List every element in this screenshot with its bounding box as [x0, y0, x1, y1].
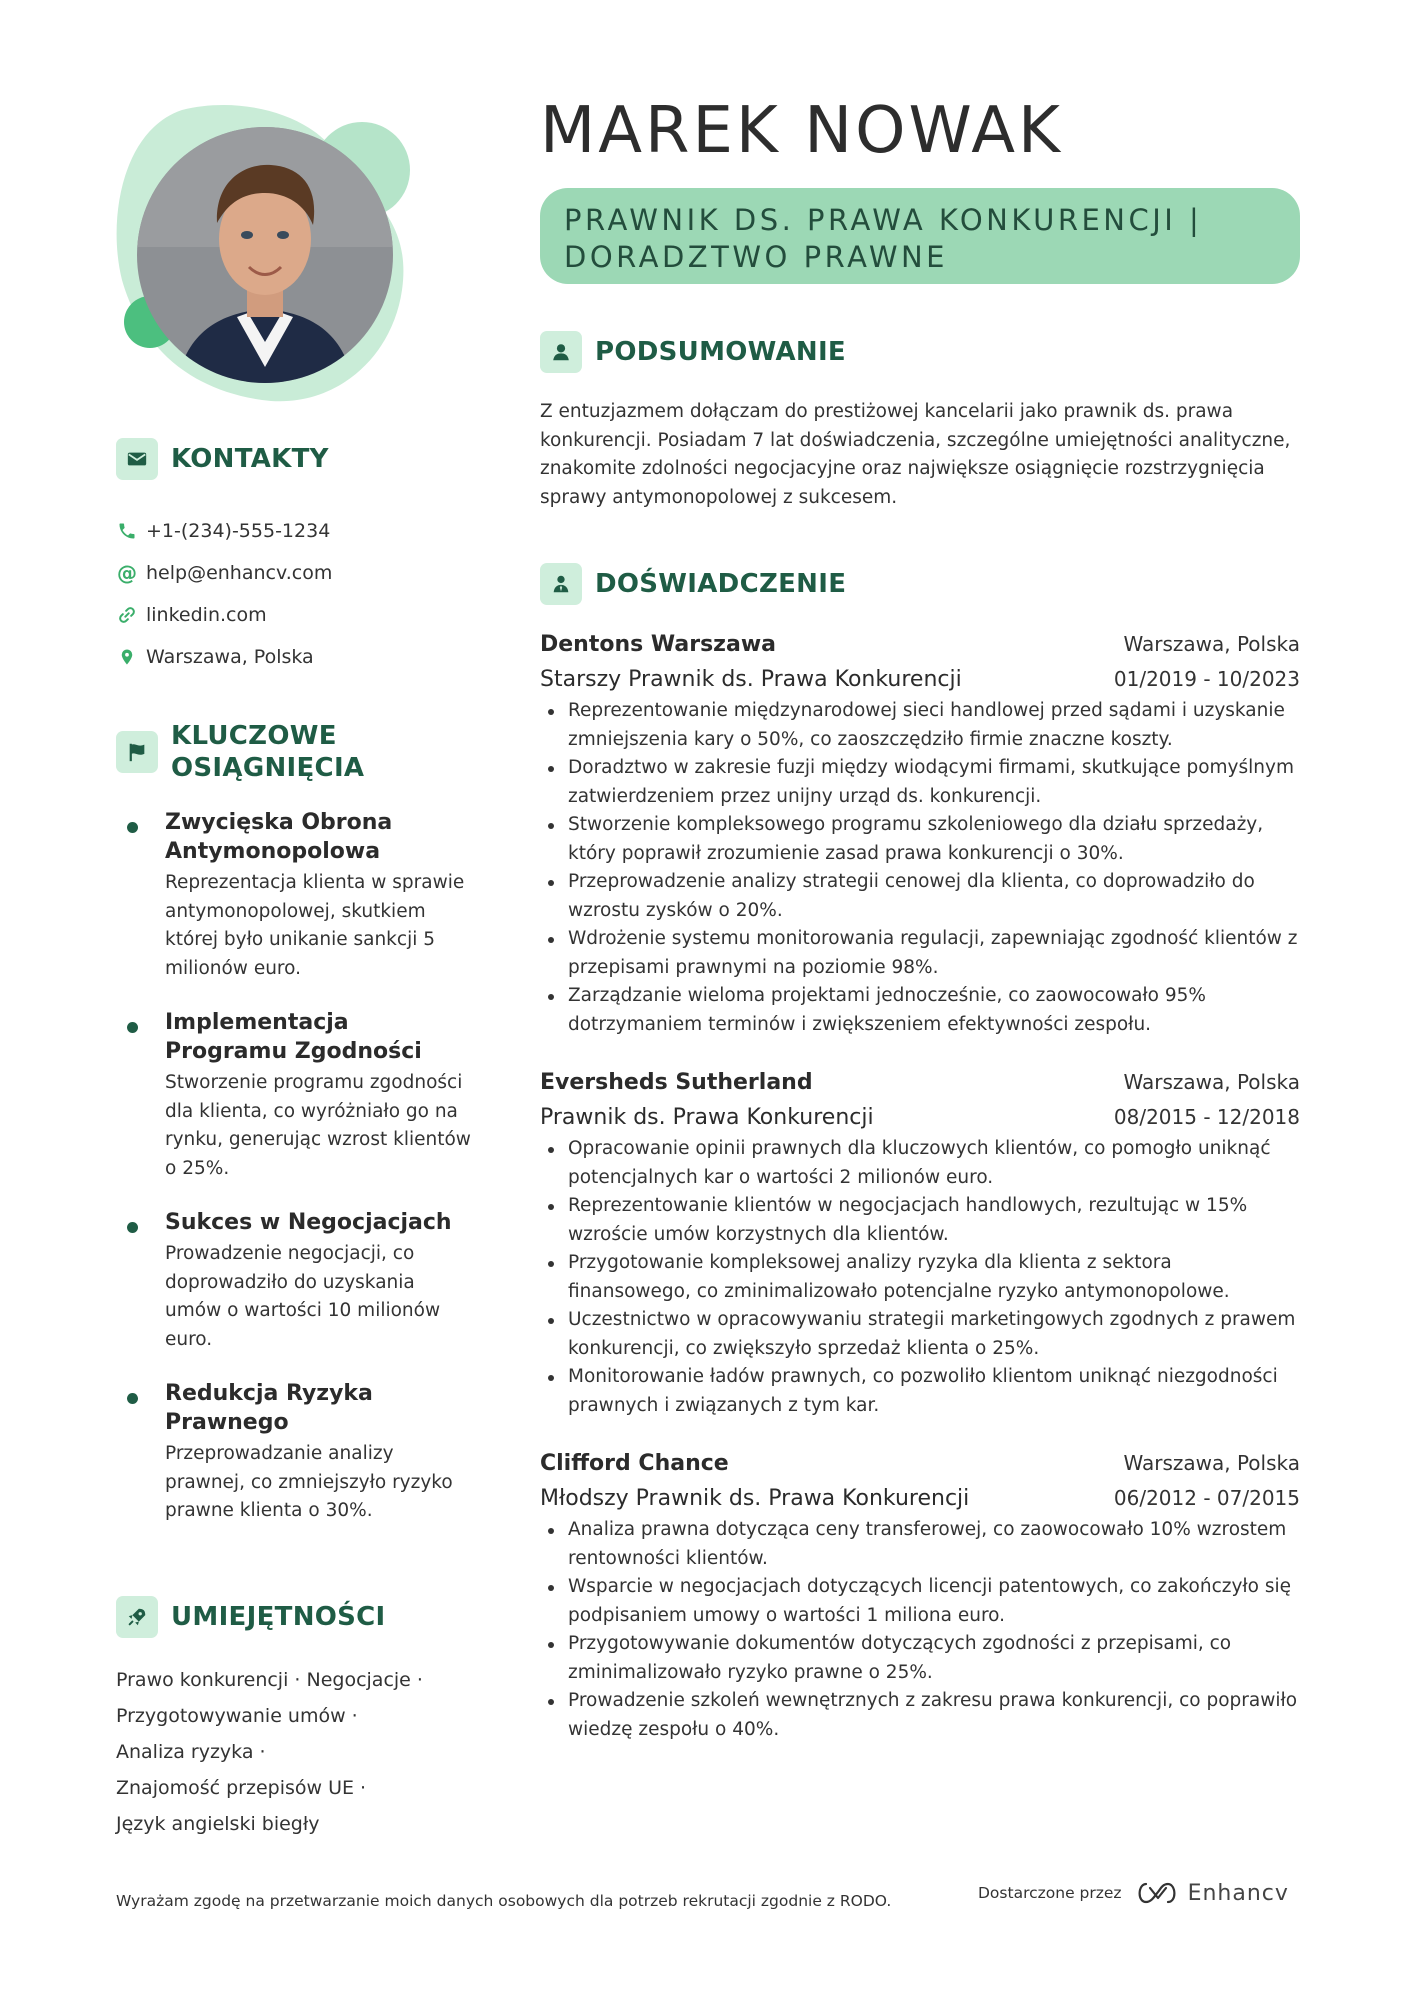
profile-photo-area — [112, 100, 422, 410]
skill-line: Przygotowywanie umów · — [116, 1705, 358, 1727]
skill-line: Język angielski biegły — [116, 1813, 320, 1835]
job-bullet: Uczestnictwo w opracowywaniu strategii marketingowych zgodnych z prawem konkurencji, co zwiększyło sprzedaż klienta o 25%. — [540, 1306, 1300, 1363]
job-role: Starszy Prawnik ds. Prawa Konkurencji — [540, 667, 962, 692]
skill-line: Znajomość przepisów UE · — [116, 1777, 367, 1799]
avatar-portrait-icon — [137, 127, 393, 383]
at-sign-icon: @ — [117, 561, 137, 585]
job-location: Warszawa, Polska — [1123, 1070, 1300, 1094]
achievement-title: Zwycięska Obrona Antymonopolowa — [165, 810, 393, 864]
bullet-dot — [127, 1393, 138, 1404]
job-role: Młodszy Prawnik ds. Prawa Konkurencji — [540, 1486, 970, 1511]
job-location: Warszawa, Polska — [1123, 1451, 1300, 1475]
experience-section-header — [540, 563, 846, 605]
skill-line: Analiza ryzyka · — [116, 1741, 266, 1763]
contact-email[interactable] — [116, 552, 332, 594]
job-bullet: Monitorowanie ładów prawnych, co pozwoliło klientom uniknąć niezgodności prawnych i związanych z tym kar. — [540, 1363, 1300, 1420]
contact-location — [116, 636, 332, 678]
skills-section-header — [116, 1596, 386, 1638]
location-text: Warszawa, Polska — [146, 646, 314, 668]
envelope-icon — [116, 438, 158, 480]
person-name: MAREK NOWAK — [540, 94, 1063, 168]
job-bullet: Stworzenie kompleksowego programu szkoleniowego dla działu sprzedaży, który poprawił zrozumienie zasad prawa konkurencji o 30%. — [540, 811, 1300, 868]
job-title-banner — [540, 188, 1300, 284]
enhancv-logo-icon — [1134, 1880, 1180, 1906]
job-bullet: Wdrożenie systemu monitorowania regulacji, zapewniając zgodność klientów z przepisami prawnymi na poziomie 98%. — [540, 925, 1300, 982]
email-address: help@enhancv.com — [146, 562, 333, 584]
company-name: Eversheds Sutherland — [540, 1070, 813, 1095]
job-entry — [540, 1065, 1300, 1420]
bullet-dot — [127, 1022, 138, 1033]
contact-phone[interactable] — [116, 510, 332, 552]
phone-icon — [116, 520, 138, 542]
skills-heading: UMIEJĘTNOŚCI — [171, 1602, 386, 1632]
achievements-heading — [171, 720, 364, 784]
job-title-line-2: DORADZTWO PRAWNE — [564, 240, 949, 274]
job-dates: 08/2015 - 12/2018 — [1113, 1105, 1300, 1129]
job-bullet: Reprezentowanie międzynarodowej sieci handlowej przed sądami i uzyskanie zmniejszenia kary o 50%, co zaoszczędziło firmie znaczne koszty. — [540, 697, 1300, 754]
job-bullet: Zarządzanie wieloma projektami jednocześnie, co zaowocowało 95% dotrzymaniem terminów i zwiększeniem efektywności zespołu. — [540, 982, 1300, 1039]
summary-text: Z entuzjazmem dołączam do prestiżowej kancelarii jako prawnik ds. prawa konkurencji. Posiadam 7 lat doświadczenia, szczególne umiejętności analityczne, znakomite zdolności negocjacyjne oraz największe osiągnięcie rozstrzygnięcia sprawy antymonopolowej z sukcesem. — [540, 401, 1291, 508]
company-name: Dentons Warszawa — [540, 632, 776, 657]
gdpr-consent: Wyrażam zgodę na przetwarzanie moich danych osobowych dla potrzeb rekrutacji zgodnie z RODO. — [116, 1892, 892, 1910]
phone-number: +1-(234)-555-1234 — [146, 520, 331, 542]
achievement-description: Prowadzenie negocjacji, co doprowadziło do uzyskania umów o wartości 10 milionów euro. — [165, 1243, 441, 1350]
contacts-section-header — [116, 438, 329, 480]
achievements-list — [127, 808, 472, 1551]
avatar — [137, 127, 393, 383]
achievement-description: Przeprowadzanie analizy prawnej, co zmniejszyło ryzyko prawne klienta o 30%. — [165, 1443, 453, 1521]
achievement-item — [127, 1008, 472, 1183]
job-dates: 06/2012 - 07/2015 — [1113, 1486, 1300, 1510]
flag-icon — [116, 731, 158, 773]
job-bullets — [540, 1135, 1300, 1420]
briefcase-user-icon — [540, 563, 582, 605]
achievements-section-header — [116, 720, 364, 784]
linkedin-url: linkedin.com — [146, 604, 267, 626]
skills-list — [116, 1662, 446, 1842]
company-name: Clifford Chance — [540, 1451, 729, 1476]
job-bullet: Przygotowanie kompleksowej analizy ryzyka dla klienta z sektora finansowego, co zminimalizowało potencjalne ryzyko antymonopolowe. — [540, 1249, 1300, 1306]
achievement-description: Reprezentacja klienta w sprawie antymonopolowej, skutkiem której było unikanie sankcji 5 milionów euro. — [165, 872, 465, 979]
link-icon — [116, 604, 138, 626]
job-bullet: Wsparcie w negocjacjach dotyczących licencji patentowych, co zakończyło się podpisaniem umowy o wartości 1 miliona euro. — [540, 1573, 1300, 1630]
job-role: Prawnik ds. Prawa Konkurencji — [540, 1105, 874, 1130]
bullet-dot — [127, 1222, 138, 1233]
job-bullet: Prowadzenie szkoleń wewnętrznych z zakresu prawa konkurencji, co poprawiło wiedzę zespołu o 40%. — [540, 1687, 1300, 1744]
experience-heading: DOŚWIADCZENIE — [595, 569, 847, 599]
job-title-line-1: PRAWNIK DS. PRAWA KONKURENCJI | — [564, 203, 1203, 237]
contact-list — [116, 510, 332, 678]
rocket-icon — [116, 1596, 158, 1638]
achievements-heading-line-2: OSIĄGNIĘCIA — [171, 753, 365, 783]
achievement-item — [127, 1379, 472, 1526]
powered-by-label: Dostarczone przez — [978, 1884, 1122, 1902]
contact-linkedin[interactable] — [116, 594, 332, 636]
achievement-title: Sukces w Negocjacjach — [165, 1210, 452, 1235]
powered-by[interactable] — [978, 1880, 1289, 1906]
achievement-title: Redukcja Ryzyka Prawnego — [165, 1381, 373, 1435]
job-entry — [540, 1446, 1300, 1744]
job-bullet: Reprezentowanie klientów w negocjacjach handlowych, rezultując w 15% wzroście umów korzystnych dla klientów. — [540, 1192, 1300, 1249]
bullet-dot — [127, 822, 138, 833]
summary-heading: PODSUMOWANIE — [595, 337, 846, 367]
summary-section-header — [540, 331, 846, 373]
achievement-item — [127, 1208, 472, 1354]
job-entry — [540, 627, 1300, 1039]
location-pin-icon — [116, 646, 138, 668]
job-bullet: Opracowanie opinii prawnych dla kluczowych klientów, co pomogło uniknąć potencjalnych kar o wartości 2 milionów euro. — [540, 1135, 1300, 1192]
achievement-description: Stworzenie programu zgodności dla klienta, co wyróżniało go na rynku, generując wzrost klientów o 25%. — [165, 1072, 471, 1179]
job-bullet: Analiza prawna dotycząca ceny transferowej, co zaowocowało 10% wzrostem rentowności klientów. — [540, 1516, 1300, 1573]
user-icon — [540, 331, 582, 373]
job-location: Warszawa, Polska — [1123, 632, 1300, 656]
job-bullet: Przygotowywanie dokumentów dotyczących zgodności z przepisami, co zminimalizowało ryzyko prawne o 25%. — [540, 1630, 1300, 1687]
job-bullet: Doradztwo w zakresie fuzji między wiodącymi firmami, skutkujące pomyślnym zatwierdzeniem przez unijny urząd ds. konkurencji. — [540, 754, 1300, 811]
job-bullet: Przeprowadzenie analizy strategii cenowej dla klienta, co doprowadziło do wzrostu zysków o 20%. — [540, 868, 1300, 925]
brand-name: Enhancv — [1187, 1880, 1289, 1906]
achievement-item — [127, 808, 472, 983]
experience-list — [540, 627, 1300, 1770]
contacts-heading: KONTAKTY — [171, 444, 329, 474]
achievements-heading-line-1: KLUCZOWE — [171, 721, 337, 751]
skill-line: Prawo konkurencji · Negocjacje · — [116, 1669, 423, 1691]
job-bullets — [540, 697, 1300, 1039]
job-dates: 01/2019 - 10/2023 — [1113, 667, 1300, 691]
achievement-title: Implementacja Programu Zgodności — [165, 1010, 422, 1064]
job-bullets — [540, 1516, 1300, 1744]
